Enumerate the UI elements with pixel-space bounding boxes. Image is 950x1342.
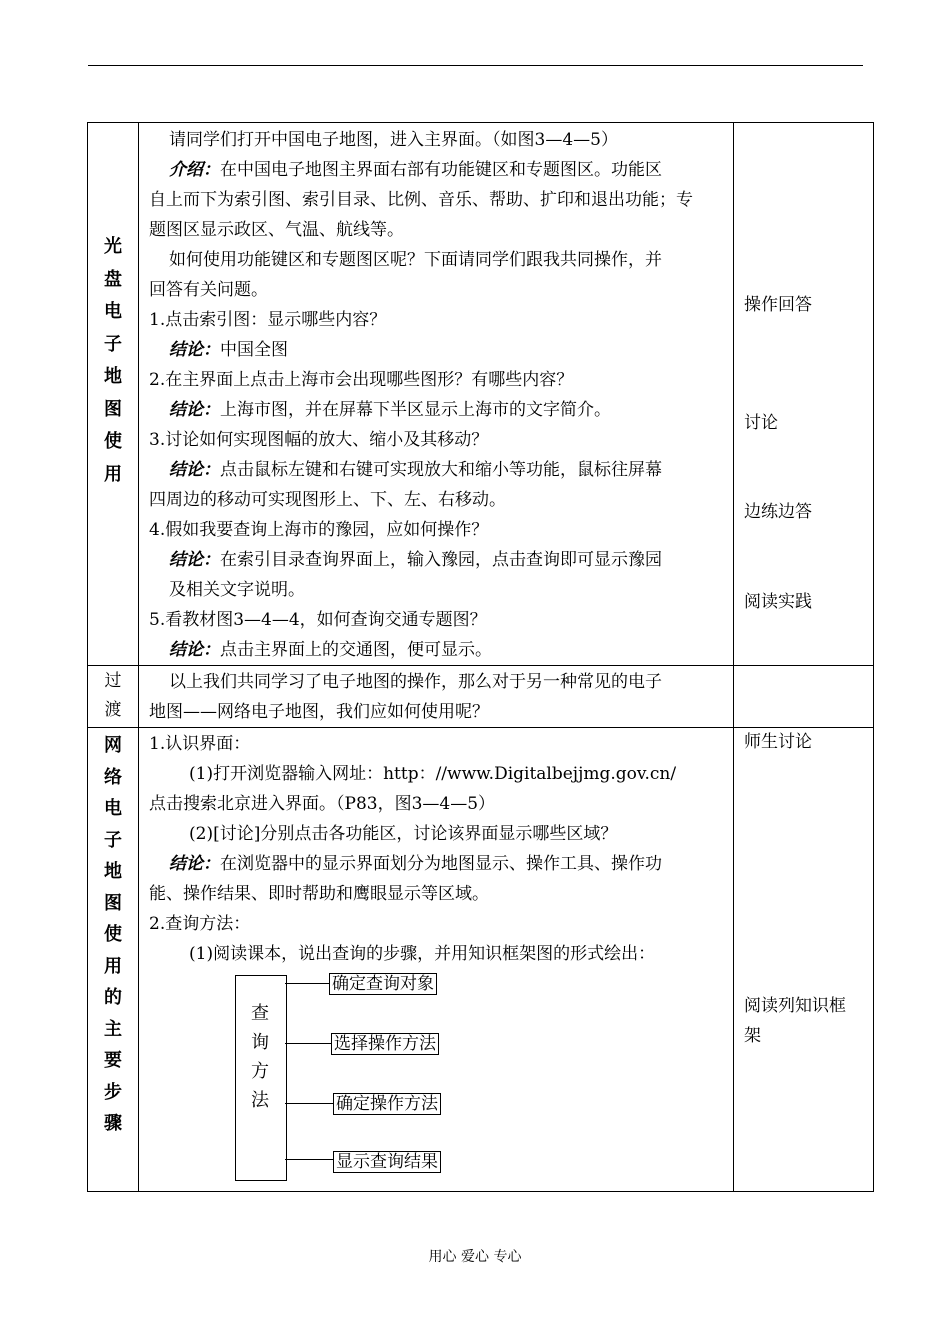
side-note: 师生讨论 xyxy=(744,732,812,752)
paragraph: 请同学们打开中国电子地图，进入主界面。（如图3—4—5） xyxy=(169,130,618,150)
question: 2.在主界面上点击上海市会出现哪些图形？有哪些内容？ xyxy=(149,370,574,390)
section-content-transition xyxy=(139,666,734,728)
paragraph: 以上我们共同学习了电子地图的操作，那么对于另一种常见的电子 xyxy=(169,672,662,692)
conclusion: 结论：上海市图，并在屏幕下半区显示上海市的文字简介。 xyxy=(169,400,611,420)
section-notes-transition xyxy=(734,666,874,728)
section-row-disc-map xyxy=(88,123,874,666)
connector-line xyxy=(285,983,329,984)
side-note: 阅读列知识框 xyxy=(744,996,846,1016)
paragraph: 如何使用功能键区和专题图区呢？下面请同学们跟我共同操作，并 xyxy=(169,250,662,270)
lesson-table xyxy=(87,122,874,1192)
section-content-disc-map xyxy=(139,123,734,666)
question: 1.点击索引图：显示哪些内容？ xyxy=(149,310,387,330)
paragraph: 能、操作结果、即时帮助和鹰眼显示等区域。 xyxy=(149,884,489,904)
diagram-box: 显示查询结果 xyxy=(333,1151,441,1173)
side-note: 边练边答 xyxy=(744,502,812,522)
diagram-bracket-label: 查 询 方 法 xyxy=(251,1003,269,1111)
side-note: 架 xyxy=(744,1026,761,1046)
header-rule xyxy=(88,65,863,66)
conclusion: 结论：点击鼠标左键和右键可实现放大和缩小等功能，鼠标往屏幕 xyxy=(169,460,662,480)
heading: 2.查询方法： xyxy=(149,914,251,934)
side-note: 操作回答 xyxy=(744,295,812,315)
query-method-diagram xyxy=(139,969,733,1191)
paragraph: (1)阅读课本，说出查询的步骤，并用知识框架图的形式绘出： xyxy=(189,944,656,964)
paragraph: 及相关文字说明。 xyxy=(169,580,305,600)
paragraph: 自上而下为索引图、索引目录、比例、音乐、帮助、扩印和退出功能；专 xyxy=(149,190,693,210)
paragraph: 四周边的移动可实现图形上、下、左、右移动。 xyxy=(149,490,506,510)
side-note: 阅读实践 xyxy=(744,592,812,612)
conclusion: 结论：在浏览器中的显示界面划分为地图显示、操作工具、操作功 xyxy=(169,854,662,874)
paragraph: 回答有关问题。 xyxy=(149,280,268,300)
paragraph: 点击搜索北京进入界面。（P83，图3—4—5） xyxy=(149,794,496,814)
connector-line xyxy=(285,1159,333,1160)
paragraph: 题图区显示政区、气温、航线等。 xyxy=(149,220,404,240)
conclusion: 结论：中国全图 xyxy=(169,340,288,360)
connector-line xyxy=(285,1103,333,1104)
intro-label: 介绍： xyxy=(169,160,220,180)
conclusion: 结论：点击主界面上的交通图，便可显示。 xyxy=(169,640,492,660)
question: 4.假如我要查询上海市的豫园，应如何操作？ xyxy=(149,520,489,540)
section-title-web-map: 网 络 电 子 地 图 使 用 的 主 要 步 骤 xyxy=(88,728,139,1192)
connector-line xyxy=(285,1043,331,1044)
paragraph: (2)[讨论]分别点击各功能区，讨论该界面显示哪些区域？ xyxy=(189,824,618,844)
paragraph: (1)打开浏览器输入网址：http：//www.Digitalbejjmg.gov.cn/ xyxy=(189,764,677,784)
section-title-disc-map: 光 盘 电 子 地 图 使 用 xyxy=(88,123,139,666)
section-row-web-map xyxy=(88,728,874,1192)
paragraph: 介绍：在中国电子地图主界面右部有功能键区和专题图区。功能区 xyxy=(169,160,662,180)
conclusion: 结论：在索引目录查询界面上，输入豫园，点击查询即可显示豫园 xyxy=(169,550,662,570)
page-footer: 用心 爱心 专心 xyxy=(428,1249,522,1265)
question: 3.讨论如何实现图幅的放大、缩小及其移动？ xyxy=(149,430,489,450)
section-notes-disc-map xyxy=(734,123,874,666)
heading: 1.认识界面： xyxy=(149,734,251,754)
diagram-box: 确定操作方法 xyxy=(333,1093,441,1115)
side-note: 讨论 xyxy=(744,413,778,433)
section-notes-web-map xyxy=(734,728,874,1192)
section-title-transition: 过 渡 xyxy=(88,666,139,728)
question: 5.看教材图3—4—4，如何查询交通专题图？ xyxy=(149,610,487,630)
diagram-box: 确定查询对象 xyxy=(329,973,437,995)
diagram-box: 选择操作方法 xyxy=(331,1033,439,1055)
paragraph: 地图——网络电子地图，我们应如何使用呢？ xyxy=(149,702,489,722)
section-row-transition xyxy=(88,666,874,728)
section-content-web-map xyxy=(139,728,734,1192)
